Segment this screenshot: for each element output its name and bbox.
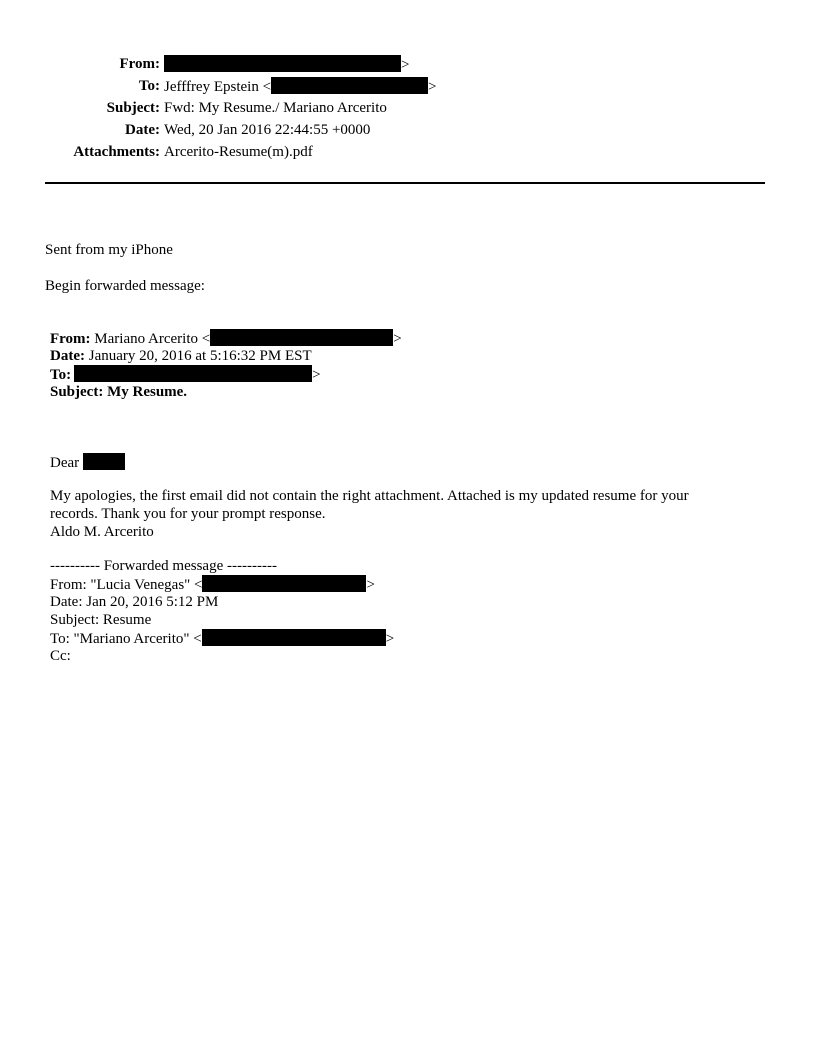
fwd1-to-label: To: — [50, 367, 72, 383]
redaction-box — [202, 629, 386, 646]
fwd2-from-suffix: > — [366, 577, 375, 593]
header-attachments-value: Arcerito-Resume(m).pdf — [164, 144, 313, 160]
header-to-prefix: Jefffrey Epstein < — [164, 78, 272, 95]
redaction-box — [164, 55, 401, 72]
email-header — [45, 53, 437, 163]
redaction-box — [83, 453, 125, 470]
fwd2-to-suffix: > — [385, 631, 395, 647]
fwd2-from-line — [50, 575, 375, 594]
header-date-label: Date: — [125, 122, 160, 138]
fwd1-date-value: January 20, 2016 at 5:16:32 PM EST — [84, 348, 312, 364]
signature-line: Aldo M. Arcerito — [50, 524, 154, 540]
header-from-suffix: > — [401, 56, 410, 73]
fwd1-date-label: Date: — [50, 348, 85, 364]
fwd2-divider: ---------- Forwarded message ---------- — [50, 558, 277, 574]
header-to-suffix: > — [428, 78, 437, 95]
body-paragraph-line-1: My apologies, the first email did not contain the right attachment. Attached is my updated resume for your — [50, 488, 689, 504]
header-to-value — [164, 75, 437, 97]
fwd1-date-line — [50, 347, 312, 365]
redaction-box — [210, 329, 393, 346]
fwd2-to-line — [50, 629, 394, 648]
fwd2-to-prefix: To: "Mariano Arcerito" < — [50, 631, 202, 647]
fwd2-date-line: Date: Jan 20, 2016 5:12 PM — [50, 594, 219, 610]
sent-from-line: Sent from my iPhone — [45, 242, 173, 258]
greeting-text: Dear — [50, 455, 80, 471]
header-to-label: To: — [138, 78, 160, 94]
fwd1-from-prefix: Mariano Arcerito < — [90, 331, 211, 347]
header-from-label: From: — [119, 56, 160, 72]
header-date-value: Wed, 20 Jan 2016 22:44:55 +0000 — [164, 122, 371, 138]
begin-forwarded-line: Begin forwarded message: — [45, 278, 205, 294]
fwd1-from-suffix: > — [393, 331, 402, 347]
fwd2-cc-line: Cc: — [50, 648, 71, 664]
greeting-line — [50, 453, 125, 472]
fwd1-to-line — [50, 365, 321, 384]
fwd1-to-suffix: > — [312, 367, 321, 383]
header-attachments-label: Attachments: — [73, 144, 160, 160]
fwd1-subject-line: Subject: My Resume. — [50, 384, 188, 400]
redaction-box — [202, 575, 366, 592]
header-to-row — [45, 75, 437, 97]
header-from-row — [45, 53, 437, 75]
header-subject-label: Subject: — [106, 100, 160, 116]
body-paragraph-line-2: records. Thank you for your prompt response. — [50, 506, 326, 522]
header-date-row — [45, 119, 437, 141]
redaction-box — [74, 365, 312, 382]
redaction-box — [271, 77, 428, 94]
fwd1-from-label: From: — [50, 331, 91, 347]
fwd2-subject-line: Subject: Resume — [50, 612, 152, 628]
header-divider — [45, 182, 765, 184]
fwd1-from-line — [50, 329, 402, 348]
header-from-value — [164, 53, 437, 75]
header-attachments-row — [45, 141, 437, 163]
header-subject-value: Fwd: My Resume./ Mariano Arcerito — [164, 100, 387, 116]
header-subject-row — [45, 97, 437, 119]
fwd2-from-prefix: From: "Lucia Venegas" < — [50, 577, 203, 593]
